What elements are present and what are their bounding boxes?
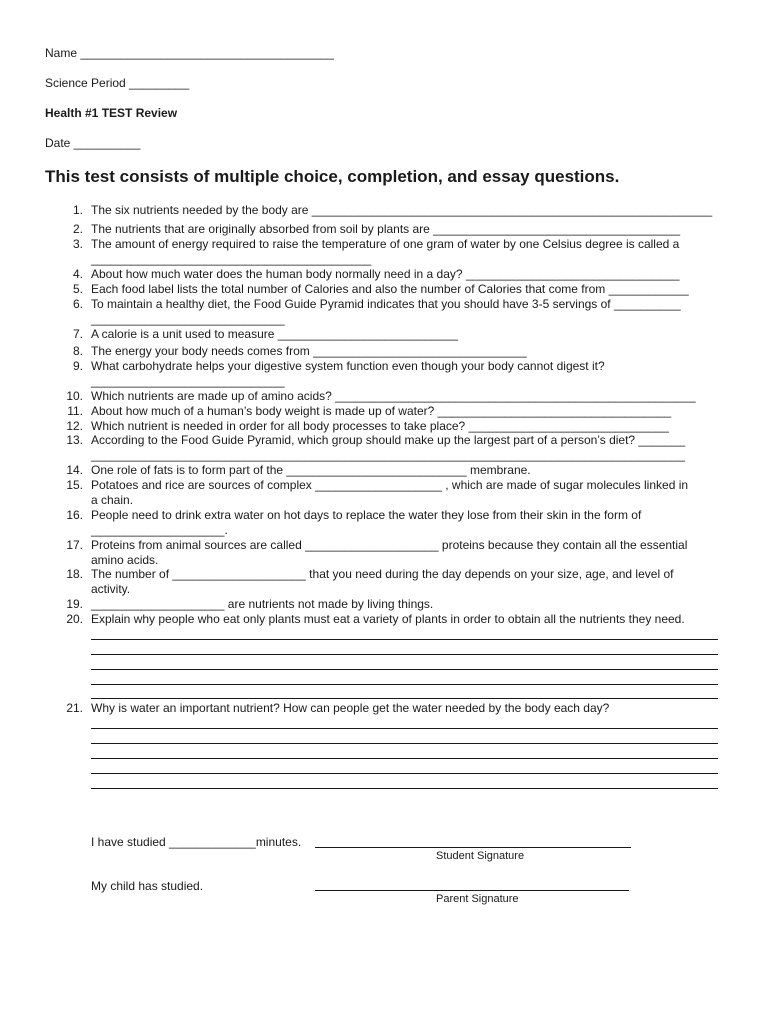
child-studied-text: My child has studied.: [91, 879, 204, 893]
question-number: 7.: [72, 327, 83, 341]
question-number: 6.: [72, 297, 83, 311]
question-text[interactable]: About how much water does the human body normally need in a day? ________________________________: [91, 267, 680, 281]
question-text-continued: amino acids.: [91, 553, 159, 567]
student-signature-line[interactable]: [315, 847, 631, 848]
essay-answer-line[interactable]: [91, 758, 718, 759]
question-number: 1.: [72, 203, 83, 217]
test-description-heading: This test consists of multiple choice, completion, and essay questions.: [45, 167, 620, 186]
question-text[interactable]: ____________________ are nutrients not made by living things.: [91, 597, 434, 611]
question-text[interactable]: Each food label lists the total number of Calories and also the number of Calories that come from ____________: [91, 282, 689, 296]
review-title: Health #1 TEST Review: [45, 106, 178, 120]
question-text: People need to drink extra water on hot days to replace the water they lose from their skin in the form of: [91, 508, 642, 522]
question-text[interactable]: The six nutrients needed by the body are ____________________________________________________________: [91, 203, 713, 217]
question-number: 17.: [66, 538, 83, 552]
essay-answer-line[interactable]: [91, 773, 718, 774]
question-text[interactable]: Proteins from animal sources are called ____________________ proteins because they contain all the essential: [91, 538, 688, 552]
question-number: 13.: [66, 433, 83, 447]
answer-blank[interactable]: __________________________________________: [91, 252, 372, 266]
question-text[interactable]: The nutrients that are originally absorbed from soil by plants are _____________________________________: [91, 222, 681, 236]
essay-answer-line[interactable]: [91, 698, 718, 699]
question-text[interactable]: The number of ____________________ that you need during the day depends on your size, age, and level of: [91, 567, 674, 581]
name-field[interactable]: Name ______________________________________: [45, 46, 334, 60]
question-number: 19.: [66, 597, 83, 611]
question-text: What carbohydrate helps your digestive system function even though your body cannot digest it?: [91, 359, 605, 373]
question-number: 18.: [66, 567, 83, 581]
question-number: 5.: [72, 282, 83, 296]
question-text: Explain why people who eat only plants must eat a variety of plants in order to obtain all the nutrients they need.: [91, 612, 685, 626]
question-text: The amount of energy required to raise the temperature of one gram of water by one Celsius degree is called a: [91, 237, 680, 251]
essay-answer-line[interactable]: [91, 639, 718, 640]
essay-answer-line[interactable]: [91, 788, 718, 789]
question-text: Why is water an important nutrient? How can people get the water needed by the body each day?: [91, 701, 610, 715]
question-number: 8.: [72, 344, 83, 358]
question-number: 4.: [72, 267, 83, 281]
science-period-field[interactable]: Science Period _________: [45, 76, 190, 90]
question-text-continued: activity.: [91, 582, 131, 596]
essay-answer-line[interactable]: [91, 684, 718, 685]
question-number: 16.: [66, 508, 83, 522]
date-field[interactable]: Date __________: [45, 136, 141, 150]
question-number: 11.: [67, 404, 83, 418]
question-text[interactable]: About how much of a human’s body weight is made up of water? ___________________________________: [91, 404, 672, 418]
answer-blank[interactable]: ____________________.: [91, 523, 228, 537]
answer-blank[interactable]: _____________________________: [91, 374, 285, 388]
essay-answer-line[interactable]: [91, 743, 718, 744]
question-text[interactable]: Potatoes and rice are sources of complex ___________________ , which are made of sugar molecules linked in: [91, 478, 689, 492]
question-text[interactable]: To maintain a healthy diet, the Food Guide Pyramid indicates that you should have 3-5 servings of __________: [91, 297, 681, 311]
question-number: 2.: [72, 222, 83, 236]
question-text[interactable]: According to the Food Guide Pyramid, which group should make up the largest part of a person’s diet? _______: [91, 433, 686, 447]
question-number: 3.: [72, 237, 83, 251]
question-text[interactable]: One role of fats is to form part of the ___________________________ membrane.: [91, 463, 531, 477]
question-number: 12.: [66, 419, 83, 433]
question-number: 9.: [72, 359, 83, 373]
question-number: 15.: [66, 478, 83, 492]
parent-signature-line[interactable]: [315, 890, 629, 891]
essay-answer-line[interactable]: [91, 728, 718, 729]
question-number: 14.: [66, 463, 83, 477]
question-number: 21.: [66, 701, 83, 715]
essay-answer-line[interactable]: [91, 654, 718, 655]
question-text[interactable]: The energy your body needs comes from ________________________________: [91, 344, 527, 358]
study-minutes-field[interactable]: I have studied _____________minutes.: [91, 835, 302, 849]
student-signature-label: Student Signature: [436, 850, 525, 862]
essay-answer-line[interactable]: [91, 669, 718, 670]
question-number: 20.: [66, 612, 83, 626]
question-text[interactable]: Which nutrient is needed in order for all body processes to take place? ______________________________: [91, 419, 669, 433]
answer-blank[interactable]: _____________________________: [91, 312, 285, 326]
question-number: 10.: [66, 389, 83, 403]
question-text-continued: a chain.: [91, 493, 134, 507]
parent-signature-label: Parent Signature: [436, 893, 519, 905]
question-text[interactable]: A calorie is a unit used to measure ___________________________: [91, 327, 458, 341]
answer-blank[interactable]: _________________________________________________________________________________________: [91, 448, 685, 462]
question-text[interactable]: Which nutrients are made up of amino acids? ______________________________________________________: [91, 389, 696, 403]
